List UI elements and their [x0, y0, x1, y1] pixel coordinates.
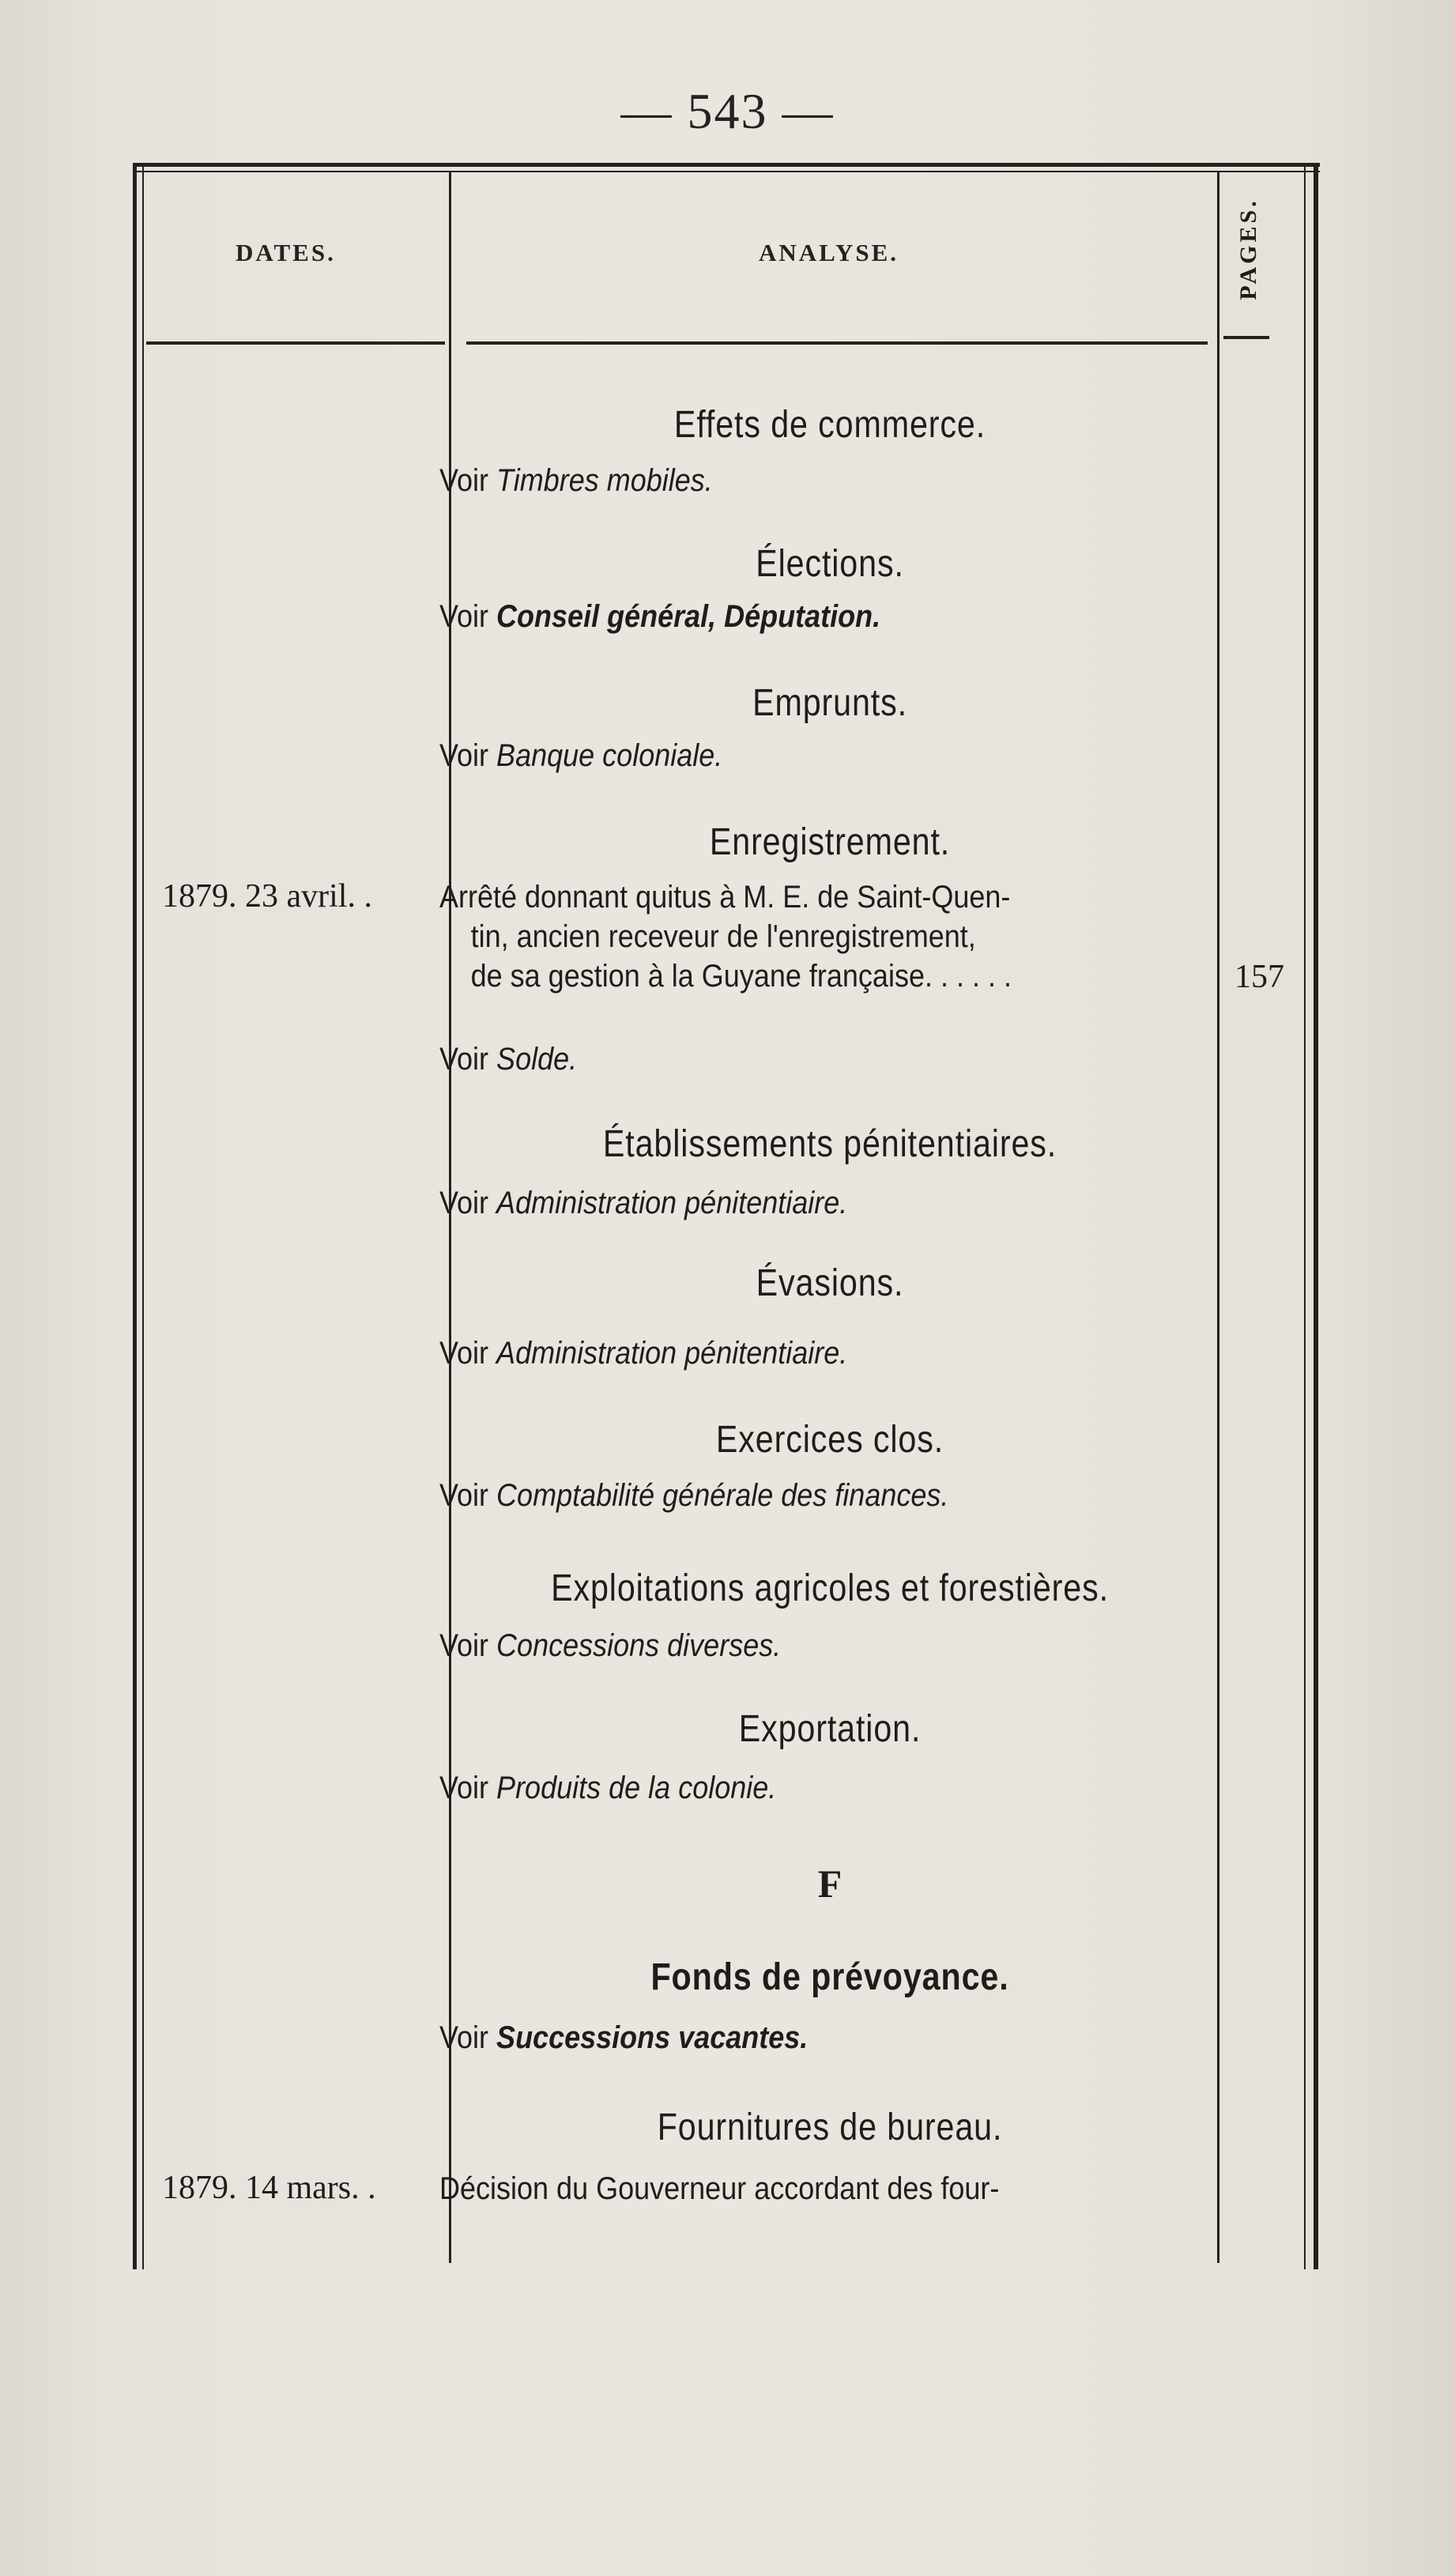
reference-target: Concessions diverses. [496, 1628, 782, 1663]
voir-label: Voir [439, 2020, 489, 2055]
reference-target: Banque coloniale. [496, 738, 723, 773]
reference-target: Conseil général, Députation. [496, 599, 881, 634]
table-left-border [133, 163, 137, 2269]
section-letter: F [817, 1861, 842, 1906]
entry-heading: Exploitations agricoles et forestières. [551, 1567, 1109, 1609]
entry-text [439, 877, 1136, 996]
entry-heading: Élections. [756, 543, 904, 585]
entry-text [439, 2169, 1136, 2208]
voir-label: Voir [439, 1042, 489, 1077]
entry-heading: Fournitures de bureau. [657, 2106, 1003, 2148]
column-header-pages-label: PAGES. [1235, 198, 1261, 300]
voir-label: Voir [439, 1336, 489, 1371]
reference-target: Administration pénitentiaire. [496, 1336, 848, 1371]
column-header-dates: DATES. [236, 239, 336, 266]
cross-reference [439, 1336, 847, 1371]
entry-date: 1879. 14 mars. . [162, 2170, 376, 2206]
entry-heading: Fonds de prévoyance. [650, 1956, 1009, 1998]
entry-text-line: tin, ancien receveur de l'enregistrement, [470, 919, 976, 954]
voir-label: Voir [439, 1478, 489, 1513]
entry-page-number: 157 [1234, 959, 1284, 995]
cross-reference [439, 1186, 847, 1221]
cross-reference [439, 1042, 577, 1077]
entry-text-line: de sa gestion à la Guyane française. . . . . . [470, 959, 1012, 994]
voir-label: Voir [439, 738, 489, 773]
entry-heading: Établissements pénitentiaires. [602, 1123, 1057, 1165]
reference-target: Successions vacantes. [496, 2020, 809, 2055]
entry-heading: Emprunts. [752, 682, 907, 724]
header-bottom-rule-dates [146, 341, 445, 345]
reference-target: Solde. [496, 1042, 578, 1077]
voir-label: Voir [439, 463, 489, 498]
entry-text-line: Décision du Gouverneur accordant des four- [439, 2171, 1000, 2206]
column-divider-pages [1217, 172, 1219, 2263]
entry-heading: Effets de commerce. [673, 404, 986, 446]
reference-target: Timbres mobiles. [496, 463, 713, 498]
table-left-border-inner [142, 163, 144, 2269]
cross-reference [439, 1628, 781, 1664]
entry-heading: Exercices clos. [715, 1419, 944, 1461]
header-bottom-rule-pages [1223, 336, 1269, 339]
entry-date: 1879. 23 avril. . [162, 878, 372, 915]
cross-reference [439, 738, 722, 774]
voir-label: Voir [439, 599, 489, 634]
table-right-border-inner [1304, 163, 1306, 2269]
cross-reference [439, 1771, 776, 1806]
page-number: — 543 — [620, 83, 835, 139]
column-header-pages [1229, 186, 1268, 312]
table-top-rule-thin [133, 171, 1320, 172]
entry-heading: Enregistrement. [709, 821, 951, 863]
cross-reference [439, 1478, 948, 1514]
table-top-rule [133, 163, 1320, 167]
table-right-border [1314, 163, 1318, 2269]
entry-text-line: Arrêté donnant quitus à M. E. de Saint-Quen- [439, 880, 1011, 915]
voir-label: Voir [439, 1771, 489, 1805]
cross-reference [439, 599, 880, 635]
voir-label: Voir [439, 1186, 489, 1220]
cross-reference [439, 463, 713, 499]
reference-target: Produits de la colonie. [496, 1771, 777, 1805]
cross-reference [439, 2020, 808, 2056]
column-header-analyse: ANALYSE. [759, 239, 899, 266]
reference-target: Comptabilité générale des finances. [496, 1478, 949, 1513]
entry-heading: Évasions. [756, 1262, 904, 1304]
header-bottom-rule-analyse [466, 341, 1208, 345]
reference-target: Administration pénitentiaire. [496, 1186, 848, 1220]
entry-heading: Exportation. [738, 1708, 922, 1750]
voir-label: Voir [439, 1628, 489, 1663]
